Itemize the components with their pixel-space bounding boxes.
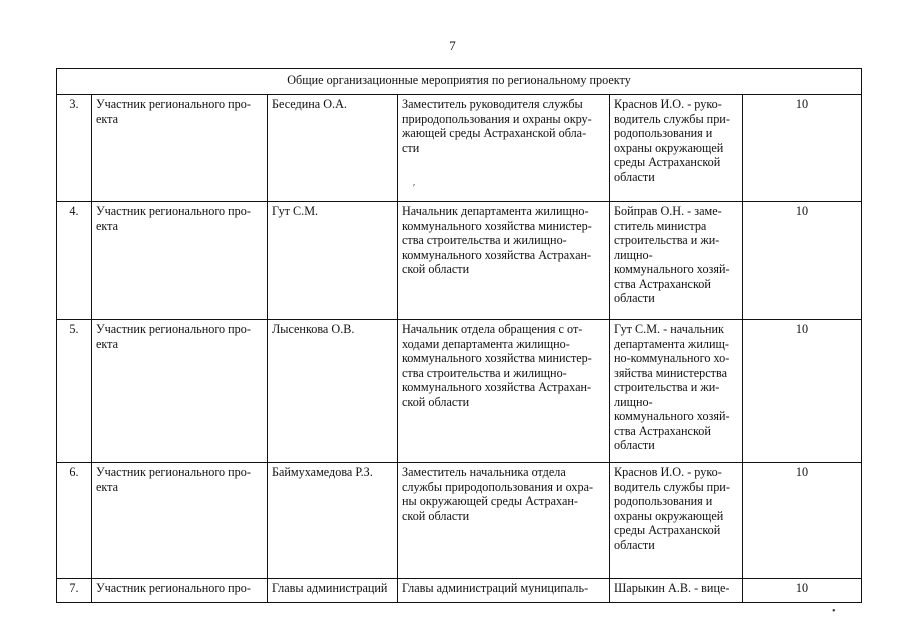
workload-value: 10 [743, 463, 862, 579]
page-number: 7 [449, 38, 456, 53]
participant-name: Беседина О.А. [268, 95, 398, 202]
section-header-row [57, 69, 862, 95]
direct-supervisor: Краснов И.О. - руко- водитель службы при- родопользования и охраны окружающей среды Астраханской области [610, 95, 743, 202]
row-number: 7. [57, 579, 92, 603]
workload-value: 10 [743, 202, 862, 320]
participant-role: Участник регионального про- екта [92, 320, 268, 463]
direct-supervisor: Краснов И.О. - руко- водитель службы при- родопользования и охраны окружающей среды Астраханской области [610, 463, 743, 579]
scan-mark: ′ [413, 183, 416, 194]
participant-position: Главы администраций муниципаль- [398, 579, 610, 603]
project-participants-table [56, 68, 862, 603]
direct-supervisor: Шарыкин А.В. - вице- [610, 579, 743, 603]
workload-value: 10 [743, 320, 862, 463]
participant-position: Начальник отдела обращения с от- ходами департамента жилищно- коммунального хозяйства министер- ства строительства и жилищно- коммунального хозяйства Астрахан- ской области [398, 320, 610, 463]
table-row [57, 320, 862, 463]
workload-value: 10 [743, 579, 862, 603]
workload-value: 10 [743, 95, 862, 202]
participant-role: Участник регионального про- екта [92, 463, 268, 579]
participant-name: Лысенкова О.В. [268, 320, 398, 463]
row-number: 6. [57, 463, 92, 579]
scan-speck: • [832, 606, 836, 617]
row-number: 4. [57, 202, 92, 320]
participant-position: Начальник департамента жилищно- коммунального хозяйства министер- ства строительства и жилищно- коммунального хозяйства Астрахан- ской области [398, 202, 610, 320]
participant-position: Заместитель руководителя службы природопользования и охраны окру- жающей среды Астраханской обла- сти [398, 95, 610, 202]
participant-name: Баймухамедова Р.З. [268, 463, 398, 579]
participant-role: Участник регионального про- [92, 579, 268, 603]
participant-name: Гут С.М. [268, 202, 398, 320]
table-row [57, 95, 862, 202]
table-row [57, 463, 862, 579]
participant-position: Заместитель начальника отдела службы природопользования и охра- ны окружающей среды Астрахан- ской области [398, 463, 610, 579]
participant-role: Участник регионального про- екта [92, 95, 268, 202]
table-row [57, 202, 862, 320]
row-number: 3. [57, 95, 92, 202]
direct-supervisor: Бойправ О.Н. - заме- ститель министра строительства и жи- лищно- коммунального хозяй- ства Астраханской области [610, 202, 743, 320]
direct-supervisor: Гут С.М. - начальник департамента жилищ- но-коммунального хо- зяйства министерства строительства и жи- лищно- коммунального хозяй- ства Астраханской области [610, 320, 743, 463]
section-title: Общие организационные мероприятия по региональному проекту [57, 69, 862, 95]
participant-role: Участник регионального про- екта [92, 202, 268, 320]
row-number: 5. [57, 320, 92, 463]
table-row [57, 579, 862, 603]
participant-name: Главы администраций [268, 579, 398, 603]
